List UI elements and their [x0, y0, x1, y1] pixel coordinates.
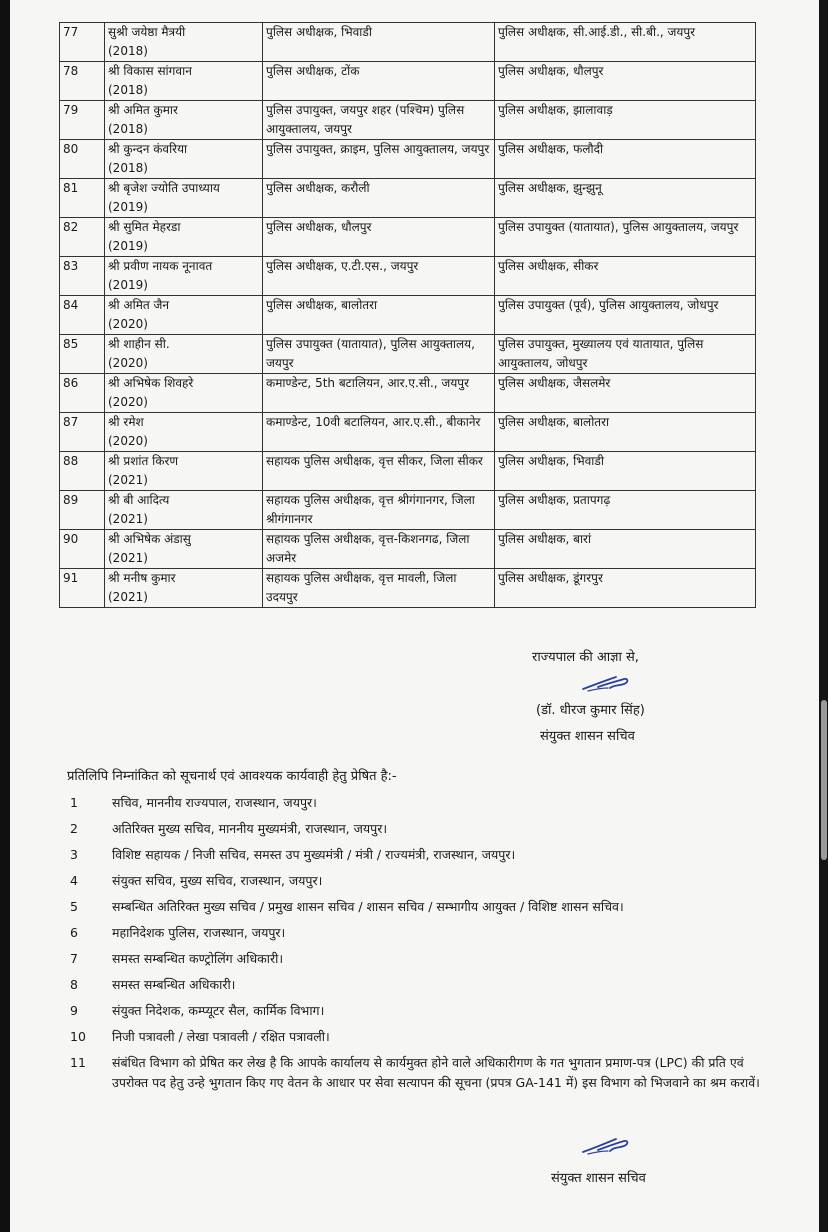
- officer-cell: [105, 62, 263, 101]
- table-row: [60, 101, 756, 140]
- copy-list-item: [70, 871, 760, 891]
- officer-name-text: श्री अभिषेक शिवहरे: [108, 376, 194, 390]
- serial-number: 87: [60, 413, 105, 452]
- closing-signature-image: [580, 1130, 632, 1158]
- officer-name-text: श्री अमित कुमार: [108, 103, 178, 117]
- copy-list-item: [70, 1027, 760, 1047]
- copy-item-number: 11: [70, 1055, 86, 1070]
- serial-number: 86: [60, 374, 105, 413]
- batch-year: (2021): [108, 551, 148, 565]
- copy-list-item: [70, 819, 760, 839]
- copy-item-number: 8: [70, 977, 78, 992]
- copy-item-text: निजी पत्रावली / लेखा पत्रावली / रक्षित पत्रावली।: [112, 1029, 330, 1044]
- table-row: [60, 452, 756, 491]
- officer-designation: संयुक्त शासन सचिव: [540, 729, 635, 744]
- copy-item-number: 4: [70, 873, 78, 888]
- officer-cell: [105, 101, 263, 140]
- copy-list: [70, 793, 760, 1099]
- left-screen-edge: [0, 0, 10, 1232]
- officer-cell: [105, 257, 263, 296]
- officer-name-text: श्री बी आदित्य: [108, 493, 170, 507]
- copy-item-number: 5: [70, 899, 78, 914]
- batch-year: (2021): [108, 473, 148, 487]
- officer-cell: [105, 218, 263, 257]
- copy-item-text: संबंधित विभाग को प्रेषित कर लेख है कि आपके कार्यालय से कार्यमुक्त होने वाले अधिकारीगण के गत भुगतान प्रमाण-पत्र (LPC) की प्रति एवं उपरोक्त पद हेतु उन्हे भुगतान किए गए वेतन के आधार पर सेवा सत्यापन की सूचना (प्रपत्र GA-141 में) इस विभाग को भिजवाने का श्रम करावें।: [112, 1055, 760, 1090]
- officer-name-text: श्री प्रशांत किरण: [108, 454, 179, 468]
- table-row: [60, 62, 756, 101]
- current-posting: पुलिस अधीक्षक, टोंक: [263, 62, 495, 101]
- serial-number: 84: [60, 296, 105, 335]
- table-row: [60, 335, 756, 374]
- new-posting: पुलिस अधीक्षक, बारां: [495, 530, 756, 569]
- serial-number: 89: [60, 491, 105, 530]
- transfer-table: [59, 22, 756, 608]
- officer-cell: [105, 452, 263, 491]
- table-row: [60, 218, 756, 257]
- table-row: [60, 140, 756, 179]
- table-row: [60, 530, 756, 569]
- officer-cell: [105, 23, 263, 62]
- officer-name-text: श्री सुमित मेहरडा: [108, 220, 181, 234]
- copy-item-number: 2: [70, 821, 78, 836]
- new-posting: पुलिस अधीक्षक, प्रतापगढ़: [495, 491, 756, 530]
- scrollbar-thumb[interactable]: [821, 700, 827, 860]
- new-posting: पुलिस अधीक्षक, जैसलमेर: [495, 374, 756, 413]
- copy-list-item: [70, 1001, 760, 1021]
- copy-list-item: [70, 845, 760, 865]
- batch-year: (2020): [108, 356, 148, 370]
- batch-year: (2019): [108, 239, 148, 253]
- officer-name-text: श्री विकास सांगवान: [108, 64, 192, 78]
- serial-number: 83: [60, 257, 105, 296]
- copy-list-item: [70, 897, 760, 917]
- officer-cell: [105, 374, 263, 413]
- officer-name-text: श्री प्रवीण नायक नूनावत: [108, 259, 213, 273]
- table-row: [60, 413, 756, 452]
- table-row: [60, 23, 756, 62]
- current-posting: सहायक पुलिस अधीक्षक, वृत्त श्रीगंगानगर, जिला श्रीगंगानगर: [263, 491, 495, 530]
- new-posting: पुलिस उपायुक्त (यातायात), पुलिस आयुक्तालय, जयपुर: [495, 218, 756, 257]
- new-posting: पुलिस अधीक्षक, सी.आई.डी., सी.बी., जयपुर: [495, 23, 756, 62]
- new-posting: पुलिस अधीक्षक, झालावाड़: [495, 101, 756, 140]
- officer-cell: [105, 569, 263, 608]
- batch-year: (2021): [108, 512, 148, 526]
- officer-cell: [105, 140, 263, 179]
- batch-year: (2020): [108, 395, 148, 409]
- new-posting: पुलिस उपायुक्त (पूर्व), पुलिस आयुक्तालय, जोधपुर: [495, 296, 756, 335]
- officer-cell: [105, 179, 263, 218]
- officer-name-text: श्री कुन्दन कंवरिया: [108, 142, 188, 156]
- new-posting: पुलिस अधीक्षक, बालोतरा: [495, 413, 756, 452]
- batch-year: (2018): [108, 44, 148, 58]
- new-posting: पुलिस अधीक्षक, धौलपुर: [495, 62, 756, 101]
- current-posting: पुलिस अधीक्षक, करौली: [263, 179, 495, 218]
- copy-item-text: समस्त सम्बन्धित कण्ट्रोलिंग अधिकारी।: [112, 951, 284, 966]
- table-row: [60, 374, 756, 413]
- current-posting: कमाण्डेन्ट, 5th बटालियन, आर.ए.सी., जयपुर: [263, 374, 495, 413]
- officer-cell: [105, 491, 263, 530]
- current-posting: सहायक पुलिस अधीक्षक, वृत्त सीकर, जिला सीकर: [263, 452, 495, 491]
- right-screen-edge: [819, 0, 828, 1232]
- copy-item-text: सम्बन्धित अतिरिक्त मुख्य सचिव / प्रमुख शासन सचिव / शासन सचिव / सम्भागीय आयुक्त / विशिष्ट शासन सचिव।: [112, 899, 624, 914]
- current-posting: पुलिस अधीक्षक, भिवाडी: [263, 23, 495, 62]
- order-line: राज्यपाल की आज्ञा से,: [532, 650, 639, 665]
- new-posting: पुलिस अधीक्षक, सीकर: [495, 257, 756, 296]
- copy-list-item: [70, 793, 760, 813]
- copy-item-text: संयुक्त निदेशक, कम्प्यूटर सैल, कार्मिक विभाग।: [112, 1003, 325, 1018]
- officer-cell: [105, 530, 263, 569]
- current-posting: पुलिस उपायुक्त (यातायात), पुलिस आयुक्तालय, जयपुर: [263, 335, 495, 374]
- officer-name-text: श्री मनीष कुमार: [108, 571, 176, 585]
- serial-number: 79: [60, 101, 105, 140]
- batch-year: (2020): [108, 317, 148, 331]
- table-row: [60, 491, 756, 530]
- current-posting: पुलिस अधीक्षक, धौलपुर: [263, 218, 495, 257]
- serial-number: 91: [60, 569, 105, 608]
- copy-item-text: महानिदेशक पुलिस, राजस्थान, जयपुर।: [112, 925, 286, 940]
- serial-number: 78: [60, 62, 105, 101]
- new-posting: पुलिस अधीक्षक, डूंगरपुर: [495, 569, 756, 608]
- serial-number: 88: [60, 452, 105, 491]
- signature-image: [580, 670, 632, 694]
- copy-item-text: सचिव, माननीय राज्यपाल, राजस्थान, जयपुर।: [112, 795, 317, 810]
- current-posting: सहायक पुलिस अधीक्षक, वृत्त-किशनगढ, जिला अजमेर: [263, 530, 495, 569]
- closing-designation: संयुक्त शासन सचिव: [551, 1171, 646, 1186]
- new-posting: पुलिस अधीक्षक, भिवाडी: [495, 452, 756, 491]
- batch-year: (2018): [108, 122, 148, 136]
- officer-name-text: श्री अभिषेक अंडासु: [108, 532, 191, 546]
- serial-number: 82: [60, 218, 105, 257]
- serial-number: 85: [60, 335, 105, 374]
- table-row: [60, 257, 756, 296]
- officer-name-text: श्री बृजेश ज्योति उपाध्याय: [108, 181, 220, 195]
- copy-item-text: समस्त सम्बन्धित अधिकारी।: [112, 977, 236, 992]
- batch-year: (2018): [108, 161, 148, 175]
- copy-item-number: 7: [70, 951, 78, 966]
- copy-item-text: संयुक्त सचिव, मुख्य सचिव, राजस्थान, जयपुर।: [112, 873, 323, 888]
- copy-list-item: [70, 1053, 760, 1093]
- serial-number: 81: [60, 179, 105, 218]
- batch-year: (2021): [108, 590, 148, 604]
- copy-list-item: [70, 923, 760, 943]
- officer-cell: [105, 296, 263, 335]
- serial-number: 80: [60, 140, 105, 179]
- officer-cell: [105, 335, 263, 374]
- copy-item-number: 1: [70, 795, 78, 810]
- serial-number: 90: [60, 530, 105, 569]
- table-row: [60, 179, 756, 218]
- new-posting: पुलिस अधीक्षक, फलौदी: [495, 140, 756, 179]
- current-posting: पुलिस उपायुक्त, क्राइम, पुलिस आयुक्तालय, जयपुर: [263, 140, 495, 179]
- batch-year: (2018): [108, 83, 148, 97]
- new-posting: पुलिस अधीक्षक, झुन्झुनू: [495, 179, 756, 218]
- officer-name: (डॉ. धीरज कुमार सिंह): [536, 703, 645, 718]
- current-posting: सहायक पुलिस अधीक्षक, वृत्त मावली, जिला उदयपुर: [263, 569, 495, 608]
- serial-number: 77: [60, 23, 105, 62]
- copy-intro: प्रतिलिपि निम्नांकित को सूचनार्थ एवं आवश्यक कार्यवाही हेतु प्रेषित है:-: [67, 769, 397, 784]
- officer-name-text: श्री शाहीन सी.: [108, 337, 170, 351]
- copy-item-text: अतिरिक्त मुख्य सचिव, माननीय मुख्यमंत्री, राजस्थान, जयपुर।: [112, 821, 388, 836]
- copy-item-number: 3: [70, 847, 78, 862]
- current-posting: पुलिस अधीक्षक, ए.टी.एस., जयपुर: [263, 257, 495, 296]
- batch-year: (2019): [108, 200, 148, 214]
- current-posting: पुलिस अधीक्षक, बालोतरा: [263, 296, 495, 335]
- table-row: [60, 296, 756, 335]
- table-row: [60, 569, 756, 608]
- officer-name-text: सुश्री जयेष्ठा मैत्रयी: [108, 25, 186, 39]
- copy-list-item: [70, 975, 760, 995]
- copy-item-number: 10: [70, 1029, 86, 1044]
- current-posting: पुलिस उपायुक्त, जयपुर शहर (पश्चिम) पुलिस आयुक्तालय, जयपुर: [263, 101, 495, 140]
- officer-name-text: श्री अमित जैन: [108, 298, 170, 312]
- copy-item-text: विशिष्ट सहायक / निजी सचिव, समस्त उप मुख्यमंत्री / मंत्री / राज्यमंत्री, राजस्थान, जयपुर।: [112, 847, 516, 862]
- copy-list-item: [70, 949, 760, 969]
- batch-year: (2020): [108, 434, 148, 448]
- transfer-table-body: [60, 23, 756, 608]
- officer-name-text: श्री रमेश: [108, 415, 144, 429]
- current-posting: कमाण्डेन्ट, 10वी बटालियन, आर.ए.सी., बीकानेर: [263, 413, 495, 452]
- new-posting: पुलिस उपायुक्त, मुख्यालय एवं यातायात, पुलिस आयुक्तालय, जोधपुर: [495, 335, 756, 374]
- copy-item-number: 9: [70, 1003, 78, 1018]
- officer-cell: [105, 413, 263, 452]
- copy-item-number: 6: [70, 925, 78, 940]
- batch-year: (2019): [108, 278, 148, 292]
